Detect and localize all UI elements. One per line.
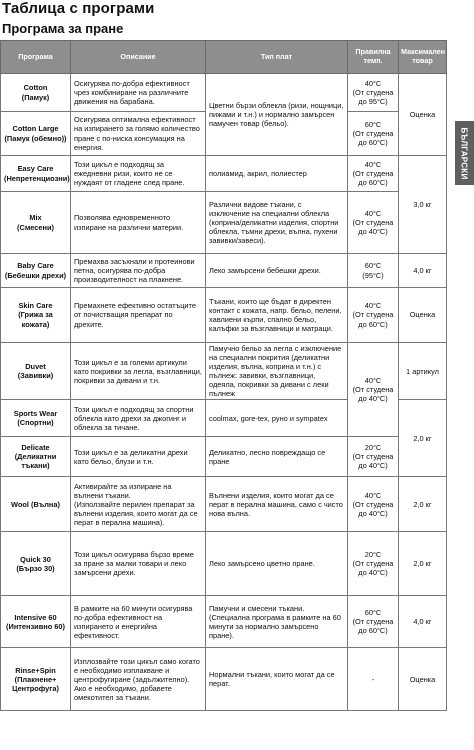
table-row: [1, 437, 447, 477]
program-temperature: 40°C (От студена до 40°C): [348, 343, 399, 437]
page-title: Таблица с програми: [2, 0, 155, 17]
program-load: Оценка: [399, 74, 447, 156]
table-row: [1, 343, 447, 400]
program-description: Този цикъл е подходящ за ежедневни ризи, които не се нуждаят от гладене след пране.: [71, 156, 206, 192]
program-load: 4,0 кг: [399, 596, 447, 648]
program-name: Easy Care (Непретенциозни): [1, 156, 71, 192]
program-fabric: полиамид, акрил, полиестер: [206, 156, 348, 192]
program-fabric: Памучни и смесени тъкани. (Специална програма в рамките на 60 минути за нормално замърсено пране).: [206, 596, 348, 648]
header-description: Описание: [71, 41, 206, 74]
program-fabric: coolmax, gore-tex, руно и sympatex: [206, 400, 348, 437]
program-name: Cotton (Памук): [1, 74, 71, 112]
section-title: Програма за пране: [2, 21, 124, 36]
program-description: Позволява едновременното изпиране на различни материи.: [71, 192, 206, 254]
program-description: В рамките на 60 минути осигурява по-добра ефективност на изпирането и енергийна ефективност.: [71, 596, 206, 648]
table-row: [1, 254, 447, 288]
language-side-tab: [455, 121, 474, 185]
program-load: 3,0 кг: [399, 156, 447, 254]
program-temperature: 40°C (От студена до 60°C): [348, 156, 399, 192]
header-temperature: Правилна темп.: [348, 41, 399, 74]
program-name: Baby Care (Бебешки дрехи): [1, 254, 71, 288]
program-description: Този цикъл осигурява бързо време за пране за малки товари и леко замърсени дрехи.: [71, 532, 206, 596]
program-temperature: 60°C (95°C): [348, 254, 399, 288]
program-table: [0, 40, 447, 711]
program-name: Intensive 60 (Интензивно 60): [1, 596, 71, 648]
program-name: Rinse+Spin (Плакнене+ Центрофуга): [1, 648, 71, 711]
program-load: 2,0 кг: [399, 532, 447, 596]
table-row: [1, 648, 447, 711]
program-fabric: Памучно бельо за легла с изключение на специални покрития (деликатни изделия, вълна, коприна и т.н.) с пълнеж: завивки, възглавници, одеяла, покривки за дивани с леки пълнеж: [206, 343, 348, 400]
header-fabric: Тип плат: [206, 41, 348, 74]
table-row: [1, 596, 447, 648]
side-tab-label: БЪЛГАРСКИ: [460, 126, 470, 180]
table-row: [1, 192, 447, 254]
header-program: Програма: [1, 41, 71, 74]
table-row: [1, 74, 447, 112]
header-max-load: Максимален товар: [399, 41, 447, 74]
program-name: Cotton Large (Памук (обемно)): [1, 112, 71, 156]
program-fabric: Деликатно, лесно повреждащо се пране: [206, 437, 348, 477]
table-row: [1, 477, 447, 532]
table-row: [1, 532, 447, 596]
program-fabric: Тъкани, които ще бъдат в директен контакт с кожата, напр. бельо, пелени, хавлиени кърпи, спално бельо, калъфки за възглавници и матраци.: [206, 288, 348, 343]
table-row: [1, 288, 447, 343]
program-description: Премахнете ефективно остатъците от почистващия препарат по дрехите.: [71, 288, 206, 343]
program-description: Активирайте за изпиране на вълнени тъкани. (Използвайте перилен препарат за вълнени изделия, които могат да се перат в перална машина).: [71, 477, 206, 532]
program-load: Оценка: [399, 288, 447, 343]
program-name: Mix (Смесени): [1, 192, 71, 254]
program-description: Този цикъл е подходящ за спортни облекла като дрехи за джогинг и облекла за тичане.: [71, 400, 206, 437]
program-name: Duvet (Завивки): [1, 343, 71, 400]
program-description: Този цикъл е за деликатни дрехи като бельо, блузи и т.н.: [71, 437, 206, 477]
program-load: 4,0 кг: [399, 254, 447, 288]
program-temperature: 60°C (От студена до 60°C): [348, 596, 399, 648]
program-name: Wool (Вълна): [1, 477, 71, 532]
program-temperature: 40°C (От студена до 60°C): [348, 288, 399, 343]
program-load: 2,0 кг: [399, 477, 447, 532]
program-description: Осигурява оптимална ефективност на изпирането за голямо количество пране с по-ниска консумация на енергия.: [71, 112, 206, 156]
program-name: Sports Wear (Спортни): [1, 400, 71, 437]
program-temperature: 40°C (От студена до 40°C): [348, 192, 399, 254]
program-temperature: -: [348, 648, 399, 711]
program-description: Изплозвайте този цикъл само когато е необходимо изплакване и центрофугиране (задължително). Ако е необходимо, добавете омекотител за тъкани.: [71, 648, 206, 711]
program-temperature: 40°C (От студена до 40°C): [348, 477, 399, 532]
program-fabric: Вълнени изделия, които могат да се перат в перална машина, само с чисто нова вълна.: [206, 477, 348, 532]
table-row: [1, 156, 447, 192]
program-temperature: 40°C (От студена до 95°C): [348, 74, 399, 112]
program-fabric: Цветни бързи облекла (ризи, нощници, пижами и т.н.) и нормално замърсен памучен товар (бельо).: [206, 74, 348, 156]
program-load: Оценка: [399, 648, 447, 711]
program-load: 2,0 кг: [399, 400, 447, 477]
program-fabric: Нормални тъкани, които могат да се перат.: [206, 648, 348, 711]
program-description: Премахва засъхнали и протеинови петна, осигурява по-добра производителност на плакнене.: [71, 254, 206, 288]
program-fabric: Леко замърсени бебешки дрехи.: [206, 254, 348, 288]
program-name: Skin Care (Грижа за кожата): [1, 288, 71, 343]
program-description: Осигурява по-добра ефективност чрез комбиниране на различните движения на барабана.: [71, 74, 206, 112]
program-temperature: 60°C (От студена до 60°C): [348, 112, 399, 156]
program-load: 1 артикул: [399, 343, 447, 400]
program-fabric: Различни видове тъкани, с изключение на специални облекла (коприна/деликатни изделия, спортни облекла, тъмни дрехи, вълна, пухени завивки/завеси).: [206, 192, 348, 254]
table-header-row: [1, 41, 447, 74]
program-temperature: 20°C (От студена до 40°C): [348, 532, 399, 596]
program-name: Quick 30 (Бързо 30): [1, 532, 71, 596]
program-description: Този цикъл е за големи артикули като покривки за легла, възглавници, покривки за дивани и т.н.: [71, 343, 206, 400]
program-temperature: 20°C (От студена до 40°C): [348, 437, 399, 477]
program-name: Delicate (Деликатни тъкани): [1, 437, 71, 477]
program-fabric: Леко замърсено цветно пране.: [206, 532, 348, 596]
